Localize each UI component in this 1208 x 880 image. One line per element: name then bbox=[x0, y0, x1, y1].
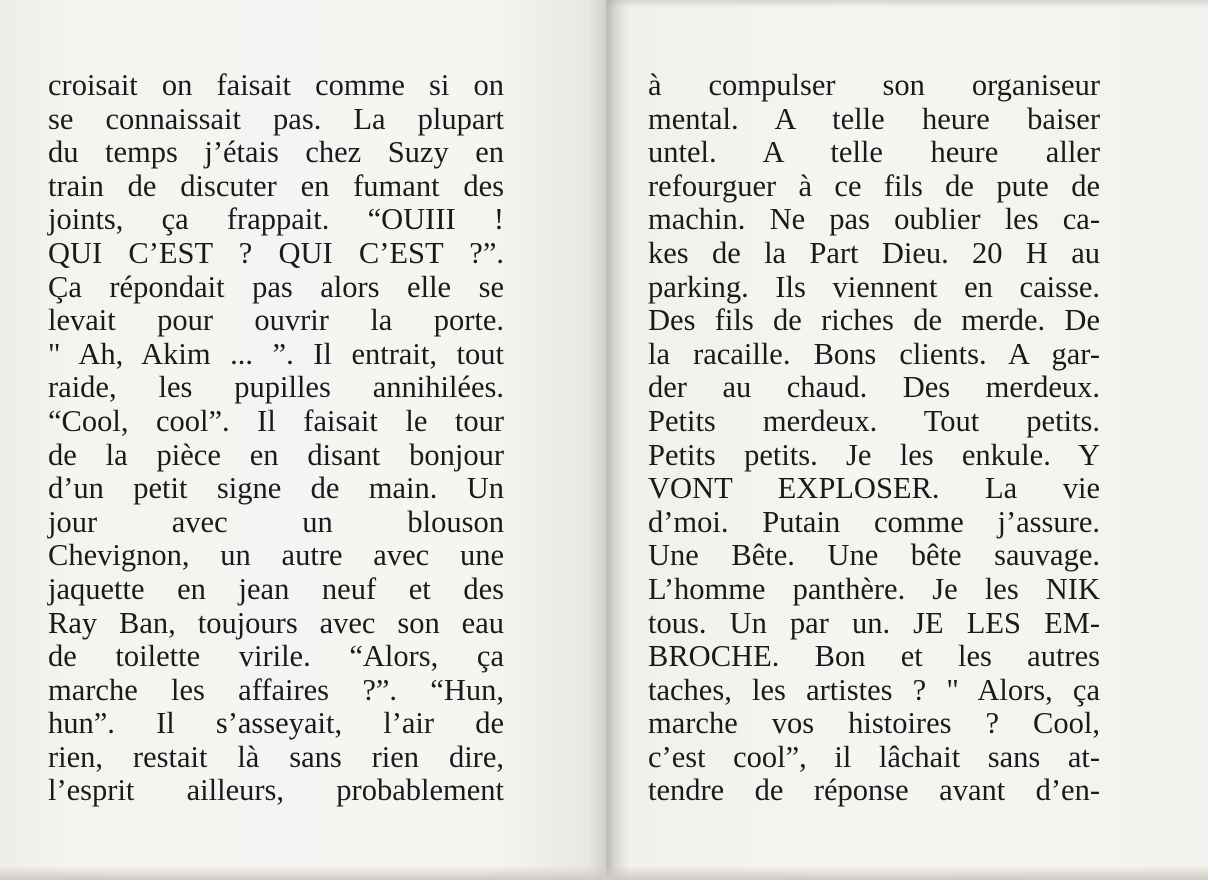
text-line: Des fils de riches de merde. De bbox=[648, 303, 1100, 338]
text-line: taches, les artistes ? " Alors, ça bbox=[648, 672, 1100, 707]
text-line: de toilette virile. “Alors, ça bbox=[48, 639, 504, 674]
text-line: levait pour ouvrir la porte. bbox=[48, 303, 504, 338]
text-line: untel. A telle heure aller bbox=[648, 135, 1100, 170]
text-line: QUI C’EST ? QUI C’EST ?”. bbox=[48, 235, 504, 270]
text-line: marche les affaires ?”. “Hun, bbox=[48, 672, 504, 707]
text-line: de la pièce en disant bonjour bbox=[48, 437, 504, 472]
right-page-text bbox=[648, 69, 1100, 808]
text-line: du temps j’étais chez Suzy en bbox=[48, 135, 504, 170]
text-line: raide, les pupilles annihilées. bbox=[48, 370, 504, 405]
text-line: joints, ça frappait. “OUIII ! bbox=[48, 202, 504, 237]
text-line: BROCHE. Bon et les autres bbox=[648, 639, 1100, 674]
text-line: der au chaud. Des merdeux. bbox=[648, 370, 1100, 405]
text-line: “Cool, cool”. Il faisait le tour bbox=[48, 403, 504, 438]
text-line: Petits merdeux. Tout petits. bbox=[648, 403, 1100, 438]
text-line: hun”. Il s’asseyait, l’air de bbox=[48, 706, 504, 741]
text-line: d’moi. Putain comme j’assure. bbox=[648, 504, 1100, 539]
text-line: Petits petits. Je les enkule. Y bbox=[648, 437, 1100, 472]
text-line: jour avec un blouson bbox=[48, 504, 504, 539]
text-line: mental. A telle heure baiser bbox=[648, 101, 1100, 136]
text-line: train de discuter en fumant des bbox=[48, 168, 504, 203]
text-line: jaquette en jean neuf et des bbox=[48, 571, 504, 606]
text-line: parking. Ils viennent en caisse. bbox=[648, 269, 1100, 304]
text-line: à compulser son organiseur bbox=[648, 68, 1100, 102]
page-bottom-edge bbox=[0, 866, 1208, 880]
text-line: Chevignon, un autre avec une bbox=[48, 538, 504, 573]
text-line: d’un petit signe de main. Un bbox=[48, 471, 504, 506]
text-line: refourguer à ce fils de pute de bbox=[648, 168, 1100, 203]
text-line: c’est cool”, il lâchait sans at- bbox=[648, 739, 1100, 774]
text-line: Une Bête. Une bête sauvage. bbox=[648, 538, 1100, 573]
page-top-edge bbox=[606, 0, 1208, 8]
text-line: l’esprit ailleurs, probablement bbox=[48, 773, 504, 808]
text-line: Ça répondait pas alors elle se bbox=[48, 269, 504, 304]
text-line: la racaille. Bons clients. A gar- bbox=[648, 336, 1100, 371]
text-line: tendre de réponse avant d’en- bbox=[648, 773, 1100, 808]
text-line: marche vos histoires ? Cool, bbox=[648, 706, 1100, 741]
text-line: Ray Ban, toujours avec son eau bbox=[48, 605, 504, 640]
left-page-text bbox=[48, 69, 504, 808]
text-line: rien, restait là sans rien dire, bbox=[48, 739, 504, 774]
text-line: se connaissait pas. La plupart bbox=[48, 101, 504, 136]
text-line: VONT EXPLOSER. La vie bbox=[648, 471, 1100, 506]
text-line: " Ah, Akim ... ”. Il entrait, tout bbox=[48, 336, 504, 371]
text-line: machin. Ne pas oublier les ca- bbox=[648, 202, 1100, 237]
text-line: tous. Un par un. JE LES EM- bbox=[648, 605, 1100, 640]
text-line: croisait on faisait comme si on bbox=[48, 68, 504, 102]
text-line: kes de la Part Dieu. 20 H au bbox=[648, 235, 1100, 270]
text-line: L’homme panthère. Je les NIK bbox=[648, 571, 1100, 606]
